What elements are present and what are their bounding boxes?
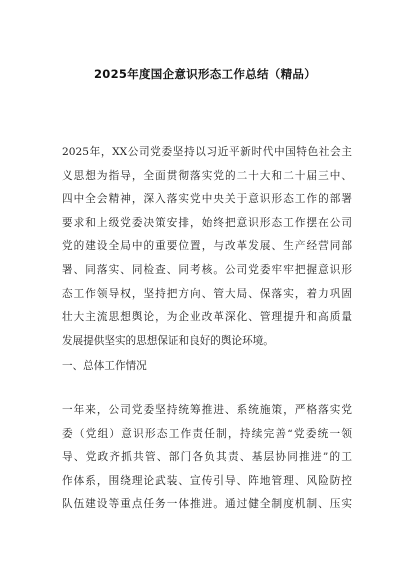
paragraph-line: 党的建设全局中的重要位置，与改革发展、生产经营同部: [62, 240, 352, 253]
paragraph-line: 要求和上级党委决策安排，始终把意识形态工作摆在公司: [62, 216, 352, 229]
paragraph-line: 2025年，XX公司党委坚持以习近平新时代中国特色社会主: [62, 146, 352, 158]
paragraph-line: 委（党组）意识形态工作责任制，持续完善“党委统一领: [62, 427, 352, 440]
paragraph-line: 发展提供坚实的思想保证和良好的舆论环境。: [62, 334, 274, 347]
paragraph-line: 义思想为指导，全面贯彻落实党的二十大和二十届三中、: [62, 169, 352, 182]
paragraph-line: 署、同落实、同检查、同考核。公司党委牢牢把握意识形: [62, 263, 352, 276]
section-paragraph: [62, 399, 352, 517]
paragraph-line: 态工作领导权，坚持把方向、管大局、保落实，着力巩固: [62, 287, 352, 300]
paragraph-line: 导、党政齐抓共管、部门各负其责、基层协同推进”的工: [62, 451, 352, 464]
paragraph-line: 壮大主流思想舆论，为企业改革深化、管理提升和高质量: [62, 311, 352, 324]
section-heading: 一、总体工作情况: [62, 360, 147, 372]
intro-paragraph: [62, 141, 352, 353]
paragraph-line: 队伍建设等重点任务一体推进。通过健全制度机制、压实: [62, 498, 352, 511]
paragraph-line: 四中全会精神，深入落实党中央关于意识形态工作的部署: [62, 193, 352, 206]
document-title: 2025年度国企意识形态工作总结（精品）: [93, 67, 316, 81]
paragraph-line: 作体系，围绕理论武装、宣传引导、阵地管理、风险防控: [62, 474, 352, 487]
paragraph-line: 一年来，公司党委坚持统筹推进、系统施策，严格落实党: [62, 404, 352, 416]
